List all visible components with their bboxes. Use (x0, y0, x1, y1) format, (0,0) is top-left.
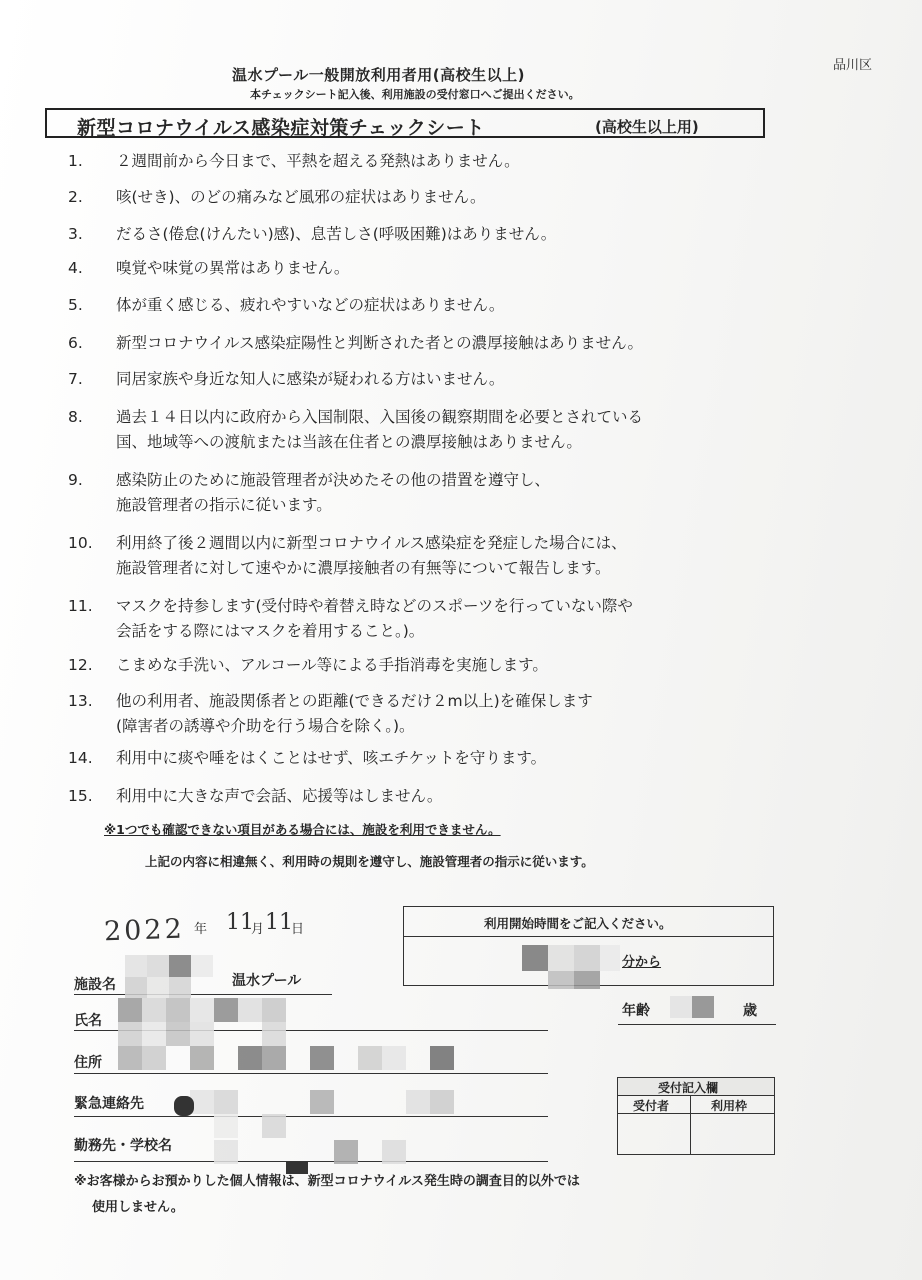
age-label: 年齢 (622, 1003, 650, 1019)
form-subtitle: 温水プール一般開放利用者用(高校生以上) (232, 66, 525, 84)
facility-label: 施設名 (74, 977, 116, 993)
item-text: 咳(せき)、のどの痛みなど風邪の症状はありません。 (116, 188, 486, 206)
usage-warning: ※1つでも確認できない項目がある場合には、施設を利用できません。 (104, 822, 501, 837)
item-text-cont: 施設管理者の指示に従います。 (116, 496, 332, 514)
item-number: 3. (68, 225, 83, 243)
item-number: 10. (68, 534, 93, 552)
page-title: 新型コロナウイルス感染症対策チェックシート (77, 117, 485, 139)
item-number: 11. (68, 597, 93, 615)
item-text: ２週間前から今日まで、平熱を超える発熱はありません。 (116, 152, 520, 170)
item-number: 15. (68, 787, 93, 805)
item-number: 6. (68, 334, 83, 352)
item-text-cont: 国、地域等への渡航または当該在住者との濃厚接触はありません。 (116, 433, 582, 451)
item-number: 5. (68, 296, 83, 314)
address-label: 住所 (74, 1055, 102, 1071)
page-title-suffix: (高校生以上用) (595, 118, 699, 136)
date-year-unit: 年 (194, 922, 208, 937)
date-year-handwritten: 2022 (103, 913, 186, 948)
date-month-handwritten: 11 (226, 910, 254, 935)
item-number: 13. (68, 692, 93, 710)
item-text: マスクを持参します(受付時や着替え時などのスポーツを行っていない際や (116, 597, 633, 615)
reception-title: 受付記入欄 (658, 1081, 719, 1095)
date-month-unit: 月 (251, 922, 265, 937)
workplace-school-label: 勤務先・学校名 (74, 1138, 172, 1154)
item-text: 利用中に大きな声で会話、応援等はしません。 (116, 787, 443, 805)
item-text: 過去１４日以内に政府から入国制限、入国後の観察期間を必要とされている (116, 408, 644, 426)
privacy-note: ※お客様からお預かりした個人情報は、新型コロナウイルス発生時の調査目的以外では (74, 1174, 580, 1189)
item-text: 利用中に痰や唾をはくことはせず、咳エチケットを守ります。 (116, 749, 547, 767)
item-number: 12. (68, 656, 93, 674)
age-unit: 歳 (743, 1003, 757, 1019)
item-text-cont: (障害者の誘導や介助を行う場合を除く。)。 (116, 717, 415, 735)
reception-col-receiver: 受付者 (633, 1099, 670, 1113)
item-text-cont: 施設管理者に対して速やかに濃厚接触者の有無等について報告します。 (116, 559, 611, 577)
item-text: 利用終了後２週間以内に新型コロナウイルス感染症を発症した場合には、 (116, 534, 627, 552)
item-text: 嗅覚や味覚の異常はありません。 (116, 259, 350, 277)
item-text-cont: 会話をする際にはマスクを着用すること。)。 (116, 622, 425, 640)
reception-col-slot: 利用枠 (711, 1099, 748, 1113)
item-number: 7. (68, 370, 83, 388)
item-text: こまめな手洗い、アルコール等による手指消毒を実施します。 (116, 656, 548, 674)
date-day-unit: 日 (291, 922, 305, 937)
date-day-handwritten: 11 (265, 910, 293, 935)
item-number: 8. (68, 408, 83, 426)
agreement-statement: 上記の内容に相違無く、利用時の規則を遵守し、施設管理者の指示に従います。 (145, 854, 594, 869)
submission-instruction: 本チェックシート記入後、利用施設の受付窓口へご提出ください。 (250, 88, 580, 101)
start-time-suffix: 分から (622, 955, 662, 970)
start-time-title: 利用開始時間をご記入ください。 (484, 916, 672, 931)
privacy-note-cont: 使用しません。 (92, 1200, 184, 1215)
item-text: だるさ(倦怠(けんたい)感)、息苦しさ(呼吸困難)はありません。 (116, 225, 557, 243)
facility-value: 温水プール (232, 973, 302, 989)
item-text: 新型コロナウイルス感染症陽性と判断された者との濃厚接触はありません。 (116, 334, 644, 352)
item-text: 同居家族や身近な知人に感染が疑われる方はいません。 (116, 370, 505, 388)
item-number: 1. (68, 152, 83, 170)
item-number: 2. (68, 188, 83, 206)
item-number: 14. (68, 749, 93, 767)
emergency-contact-label: 緊急連絡先 (74, 1096, 144, 1112)
item-text: 感染防止のために施設管理者が決めたその他の措置を遵守し、 (116, 471, 551, 489)
item-number: 9. (68, 471, 83, 489)
item-text: 他の利用者、施設関係者との距離(できるだけ２m以上)を確保します (116, 692, 593, 710)
name-label: 氏名 (74, 1013, 102, 1029)
ward-name: 品川区 (833, 58, 873, 73)
item-text: 体が重く感じる、疲れやすいなどの症状はありません。 (116, 296, 505, 314)
item-number: 4. (68, 259, 83, 277)
